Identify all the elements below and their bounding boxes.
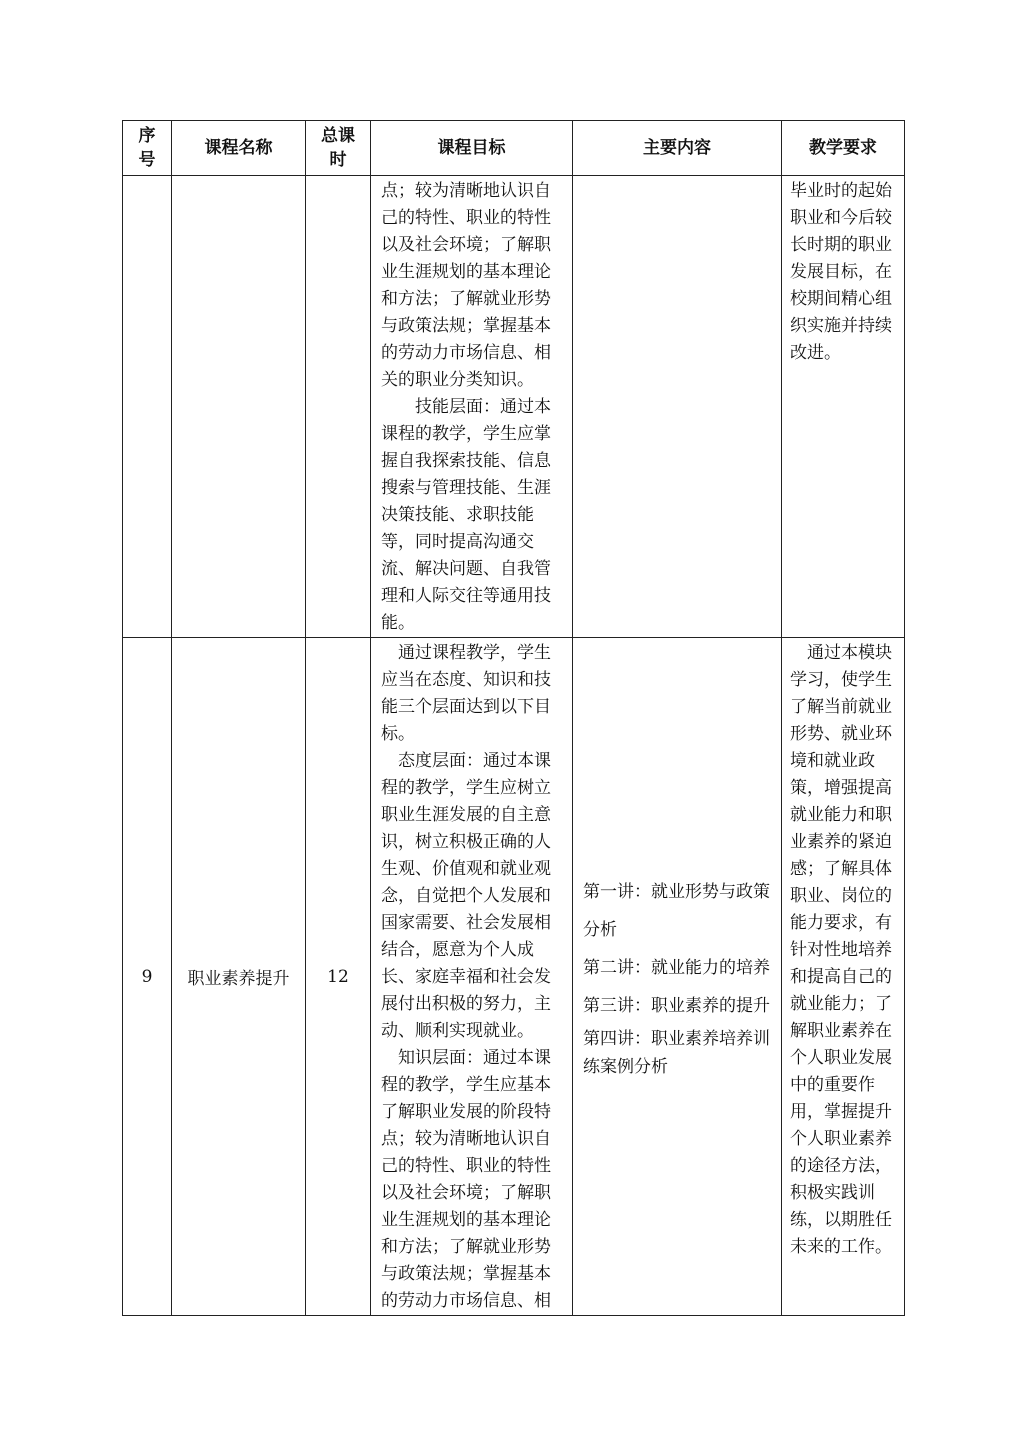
course-table [122, 120, 905, 1316]
header-course-goal: 课程目标 [371, 121, 573, 176]
goal-text: 通过课程教学，学生应当在态度、知识和技能三个层面达到以下目标。 态度层面：通过本课程的教学，学生应树立职业生涯发展的自主意识，树立积极正确的人生观、价值观和就业观念，自觉把个人发展和国家需要、社会发展相结合，愿意为个人成长、家庭幸福和社会发展付出积极的努力，主动、顺利实现就业。 知识层面：通过本课程的教学，学生应基本了解职业发展的阶段特点；较为清晰地认识自己的特性、职业的特性以及社会环境；了解职业生涯规划的基本理论和方法；了解就业形势与政策法规；掌握基本的劳动力市场信息、相 [381, 643, 551, 1311]
requirement-text: 通过本模块学习，使学生了解当前就业形势、就业环境和就业政策，增强提高就业能力和职业素养的紧迫感；了解具体职业、岗位的能力要求，有针对性地培养和提高自己的就业能力；了解职业素养在个人职业发展中的重要作用，掌握提升个人职业素养的途径方法，积极实践训练，以期胜任未来的工作。 [790, 643, 892, 1257]
cell-course-name [172, 176, 306, 638]
content-item: 第二讲：就业能力的培养 [583, 957, 770, 978]
header-seq: 序号 [123, 121, 172, 176]
cell-total-hours: 12 [306, 638, 371, 1316]
table-row-continued [123, 176, 905, 638]
cell-teaching-requirement [782, 638, 905, 1316]
header-total-hours: 总课时 [306, 121, 371, 176]
cell-teaching-requirement [782, 176, 905, 638]
header-teaching-requirement: 教学要求 [782, 121, 905, 176]
content-item: 第四讲：职业素养培养训练案例分析 [583, 1028, 770, 1077]
header-course-name: 课程名称 [172, 121, 306, 176]
content-item: 第三讲：职业素养的提升 [583, 995, 770, 1016]
table-row-9 [123, 638, 905, 1316]
header-row [123, 121, 905, 176]
cell-main-content [573, 176, 782, 638]
cell-course-name: 职业素养提升 [172, 638, 306, 1316]
cell-total-hours [306, 176, 371, 638]
cell-seq [123, 176, 172, 638]
cell-main-content [573, 638, 782, 1316]
cell-seq: 9 [123, 638, 172, 1316]
cell-course-goal [371, 638, 573, 1316]
goal-text: 点；较为清晰地认识自己的特性、职业的特性以及社会环境；了解职业生涯规划的基本理论和方法；了解就业形势与政策法规；掌握基本的劳动力市场信息、相关的职业分类知识。 技能层面：通过本课程的教学，学生应掌握自我探索技能、信息搜索与管理技能、生涯决策技能、求职技能等，同时提高沟通交流、解决问题、自我管理和人际交往等通用技能。 [381, 181, 551, 633]
header-main-content: 主要内容 [573, 121, 782, 176]
content-item: 第一讲：就业形势与政策分析 [583, 881, 770, 940]
cell-course-goal [371, 176, 573, 638]
requirement-text: 毕业时的起始职业和今后较长时期的职业发展目标，在校期间精心组织实施并持续改进。 [790, 181, 892, 363]
